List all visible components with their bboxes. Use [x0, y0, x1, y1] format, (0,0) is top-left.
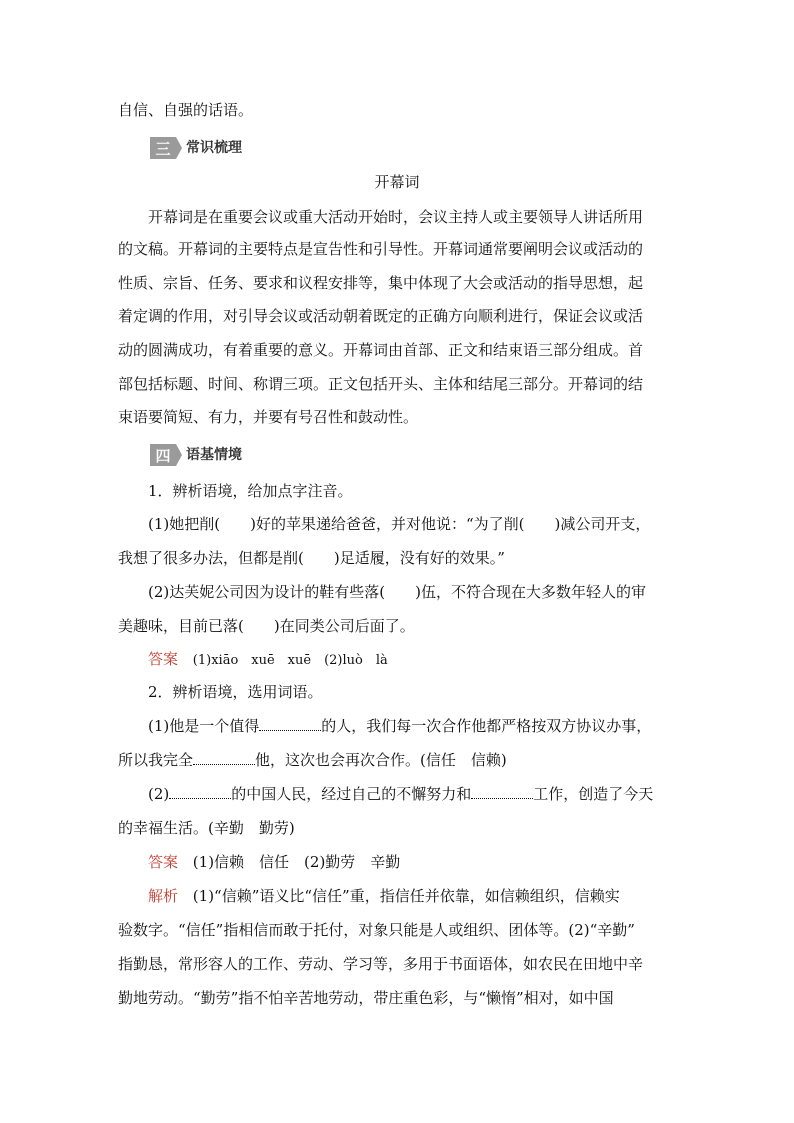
paragraph-line: 束语要简短、有力，并要有号召性和鼓动性。	[118, 408, 419, 426]
question-line: 我想了很多办法，但都是削( )足适履，没有好的效果。”	[118, 549, 505, 567]
section-title: 语基情境	[186, 447, 242, 463]
paragraph-line: 性质、宗旨、任务、要求和议程安排等，集中体现了大会或活动的指导思想，起	[118, 274, 644, 292]
question-line	[118, 750, 507, 770]
question-title: 2．辨析语境，选用词语。	[148, 683, 323, 701]
text-segment: 的中国人民，经过自己的不懈努力和	[231, 785, 472, 803]
text-segment: 的人，我们每一次合作他都严格按双方协议办事，	[321, 717, 652, 735]
answer-label: 答案	[148, 853, 179, 871]
question-line: 的幸福生活。(辛勤 勤劳)	[118, 819, 295, 837]
fill-blank	[259, 716, 321, 731]
text-segment: (1)他是一个值得	[148, 717, 260, 735]
text-segment: 他，这次也会再次合作。(信任 信赖)	[255, 751, 507, 769]
section-title: 常识梳理	[186, 140, 242, 156]
question-line	[148, 716, 651, 736]
fill-blank	[471, 784, 533, 799]
fill-blank	[169, 784, 231, 799]
question-title: 1．辨析语境，给加点字注音。	[148, 482, 353, 500]
analysis-line: 勤地劳动。“勤劳”指不怕辛苦地劳动，带庄重色彩，与“懒惰”相对，如中国	[118, 989, 614, 1007]
answer-label: 答案	[148, 650, 179, 668]
text-segment: 所以我完全	[118, 751, 194, 769]
fill-blank	[193, 750, 255, 765]
paragraph-line: 开幕词是在重要会议或重大活动开始时，会议主持人或主要领导人讲话所用	[148, 208, 644, 226]
question-line: (1)她把削( )好的苹果递给爸爸，并对他说：“为了削( )减公司开支，	[148, 515, 651, 533]
text-segment: (2)	[148, 785, 170, 803]
section-number-badge: 三	[150, 137, 176, 159]
answer-text: (1)信赖 信任 (2)勤劳 辛勤	[192, 853, 401, 871]
section-number-badge: 四	[150, 444, 176, 466]
answer-line	[148, 649, 388, 671]
article-heading: 开幕词	[374, 173, 420, 191]
question-line	[148, 784, 653, 804]
analysis-line: 指勤恳，常形容人的工作、劳动、学习等，多用于书面语体，如农民在田地中辛	[118, 955, 644, 973]
paragraph-line: 部包括标题、时间、称谓三项。正文包括开头、主体和结尾三部分。开幕词的结	[118, 375, 644, 393]
paragraph-line: 的文稿。开幕词的主要特点是宣告性和引导性。开幕词通常要阐明会议或活动的	[118, 240, 644, 258]
analysis-text: (1)“信赖”语义比“信任”重，指信任并依靠，如信赖组织，信赖实	[192, 887, 620, 905]
paragraph-line: 动的圆满成功，有着重要的意义。开幕词由首部、正文和结束语三部分组成。首	[118, 341, 644, 359]
answer-text: (1)xiāo xuē xuē (2)luò là	[192, 653, 388, 668]
analysis-label: 解析	[148, 887, 179, 905]
analysis-line: 验数字。“信任”指相信而敢于托付，对象只能是人或组织、团体等。(2)“辛勤”	[118, 921, 635, 939]
paragraph-line: 着定调的作用，对引导会议或活动朝着既定的正确方向顺利进行，保证会议或活	[118, 307, 644, 325]
question-line: 美趣味，目前已落( )在同类公司后面了。	[118, 617, 415, 635]
text-line: 自信、自强的话语。	[118, 101, 254, 119]
answer-line	[148, 852, 400, 872]
text-segment: 工作，创造了今天	[533, 785, 654, 803]
question-line: (2)达芙妮公司因为设计的鞋有些落( )伍，不符合现在大多数年轻人的审	[148, 583, 646, 601]
analysis-line	[148, 886, 620, 906]
